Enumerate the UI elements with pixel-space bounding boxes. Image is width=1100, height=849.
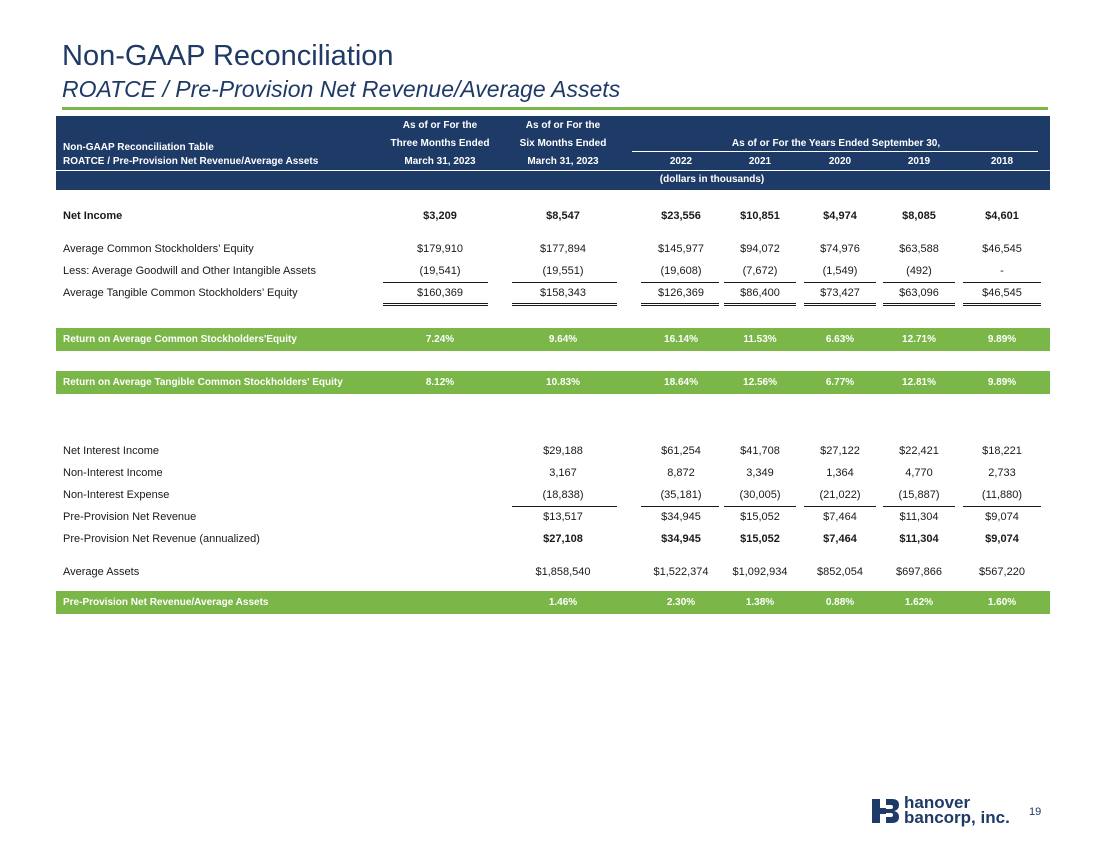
cell-three-months: 8.12% bbox=[425, 377, 455, 388]
cell-2018: 2,733 bbox=[988, 467, 1016, 479]
cell-2018: 1.60% bbox=[987, 597, 1017, 608]
cell-2021: $86,400 bbox=[740, 287, 780, 299]
table-header bbox=[56, 116, 1050, 190]
row-label: Less: Average Goodwill and Other Intangible Assets bbox=[63, 265, 316, 277]
cell-2018: $46,545 bbox=[982, 243, 1022, 255]
double-underline bbox=[724, 303, 796, 306]
cell-2019: (15,887) bbox=[898, 489, 940, 501]
cell-2021: $41,708 bbox=[740, 445, 780, 457]
header-three-months-l1: As of or For the bbox=[402, 120, 478, 131]
header-six-months-l2: Six Months Ended bbox=[519, 138, 607, 149]
cell-2018: $9,074 bbox=[985, 533, 1019, 545]
header-six-months-l3: March 31, 2023 bbox=[527, 156, 599, 167]
cell-2022: 8,872 bbox=[667, 467, 695, 479]
cell-2019: $22,421 bbox=[899, 445, 939, 457]
underline bbox=[383, 282, 488, 283]
cell-2022: $34,945 bbox=[661, 511, 701, 523]
cell-2018: 9.89% bbox=[987, 377, 1017, 388]
header-bottom-rule bbox=[56, 170, 1050, 171]
underline bbox=[724, 506, 796, 507]
header-three-months-l2: Three Months Ended bbox=[390, 138, 490, 149]
cell-2019: $11,304 bbox=[899, 511, 939, 523]
cell-2020: 6.77% bbox=[825, 377, 855, 388]
header-year-2021: 2021 bbox=[748, 156, 772, 167]
cell-six-months: 9.64% bbox=[548, 334, 578, 345]
underline bbox=[641, 506, 719, 507]
cell-2022: 18.64% bbox=[664, 377, 698, 388]
logo-text-bancorp: bancorp, bbox=[904, 808, 976, 827]
cell-2019: $8,085 bbox=[902, 210, 936, 222]
cell-2020: 6.63% bbox=[825, 334, 855, 345]
underline bbox=[804, 506, 876, 507]
cell-six-months: $1,858,540 bbox=[535, 566, 591, 578]
underline bbox=[804, 282, 876, 283]
cell-2020: $7,464 bbox=[823, 533, 857, 545]
underline bbox=[963, 506, 1041, 507]
table-row-average-assets bbox=[56, 564, 1050, 580]
cell-2021: $10,851 bbox=[740, 210, 780, 222]
header-year-2019: 2019 bbox=[907, 156, 931, 167]
table-row-ppnr-average-assets bbox=[56, 591, 1050, 614]
cell-three-months: (19,541) bbox=[419, 265, 461, 277]
header-years-title: As of or For the Years Ended September 30, bbox=[731, 138, 941, 149]
row-label: Non-Interest Income bbox=[63, 467, 163, 479]
cell-2020: $74,976 bbox=[820, 243, 860, 255]
row-label: Non-Interest Expense bbox=[63, 489, 170, 501]
logo-text-inc: inc. bbox=[975, 808, 1010, 827]
cell-2018: $567,220 bbox=[979, 566, 1025, 578]
table-row-net-income bbox=[56, 208, 1050, 224]
cell-2021: 12.56% bbox=[743, 377, 777, 388]
table-row-average-tangible-equity bbox=[56, 285, 1050, 301]
header-units: (dollars in thousands) bbox=[659, 174, 765, 185]
table-row-non-interest-expense bbox=[56, 487, 1050, 503]
cell-three-months: $179,910 bbox=[417, 243, 463, 255]
cell-2020: $27,122 bbox=[820, 445, 860, 457]
cell-2019: $697,866 bbox=[896, 566, 942, 578]
row-label: Average Assets bbox=[63, 566, 140, 578]
cell-2022: $145,977 bbox=[658, 243, 704, 255]
cell-2022: $61,254 bbox=[661, 445, 701, 457]
cell-2018: (11,880) bbox=[981, 489, 1023, 501]
cell-2019: $11,304 bbox=[899, 533, 939, 545]
cell-six-months: $158,343 bbox=[540, 287, 586, 299]
cell-2019: $63,588 bbox=[899, 243, 939, 255]
double-underline bbox=[641, 303, 719, 306]
cell-six-months: $27,108 bbox=[543, 533, 583, 545]
cell-six-months: $13,517 bbox=[543, 511, 583, 523]
table-row-ppnr bbox=[56, 509, 1050, 525]
logo-text-line2 bbox=[904, 809, 1010, 827]
cell-2018: $4,601 bbox=[985, 210, 1019, 222]
cell-2022: (19,608) bbox=[660, 265, 702, 277]
cell-2021: (7,672) bbox=[742, 265, 778, 277]
cell-2019: $63,096 bbox=[899, 287, 939, 299]
cell-2019: 4,770 bbox=[905, 467, 933, 479]
cell-2021: (30,005) bbox=[739, 489, 781, 501]
row-label: Return on Average Tangible Common Stockholders' Equity bbox=[63, 377, 343, 388]
cell-2018: $18,221 bbox=[982, 445, 1022, 457]
row-label: Pre-Provision Net Revenue bbox=[63, 511, 197, 523]
cell-2020: 1,364 bbox=[826, 467, 854, 479]
header-label-name: ROATCE / Pre-Provision Net Revenue/Average Assets bbox=[63, 156, 319, 167]
cell-2019: (492) bbox=[906, 265, 932, 277]
cell-2018: 9.89% bbox=[987, 334, 1017, 345]
cell-six-months: 1.46% bbox=[548, 597, 578, 608]
table-row-net-interest-income bbox=[56, 443, 1050, 459]
cell-2022: 16.14% bbox=[664, 334, 698, 345]
cell-2019: 12.71% bbox=[902, 334, 936, 345]
cell-three-months: $3,209 bbox=[423, 210, 457, 222]
table-row-average-equity bbox=[56, 241, 1050, 257]
table-row-non-interest-income bbox=[56, 465, 1050, 481]
underline bbox=[512, 282, 617, 283]
cell-2020: $73,427 bbox=[820, 287, 860, 299]
cell-2019: 1.62% bbox=[904, 597, 934, 608]
row-label: Return on Average Common Stockholders'Equity bbox=[63, 334, 297, 345]
row-label: Net Income bbox=[63, 210, 123, 222]
table-row-roatce bbox=[56, 371, 1050, 394]
cell-2021: $94,072 bbox=[740, 243, 780, 255]
cell-2018: - bbox=[1000, 265, 1004, 277]
double-underline bbox=[512, 303, 617, 306]
underline bbox=[883, 506, 955, 507]
double-underline bbox=[883, 303, 955, 306]
table-row-roace bbox=[56, 328, 1050, 351]
cell-2022: (35,181) bbox=[660, 489, 702, 501]
cell-six-months: $8,547 bbox=[546, 210, 580, 222]
cell-2021: 11.53% bbox=[743, 334, 777, 345]
header-six-months-l1: As of or For the bbox=[525, 120, 601, 131]
cell-six-months: 3,167 bbox=[549, 467, 577, 479]
row-label: Average Common Stockholders’ Equity bbox=[63, 243, 254, 255]
cell-three-months: 7.24% bbox=[425, 334, 455, 345]
cell-2020: $7,464 bbox=[823, 511, 857, 523]
cell-2018: $46,545 bbox=[982, 287, 1022, 299]
table-row-ppnr-annualized bbox=[56, 531, 1050, 547]
title-rule bbox=[62, 107, 1048, 110]
cell-six-months: $29,188 bbox=[543, 445, 583, 457]
cell-six-months: (19,551) bbox=[542, 265, 584, 277]
cell-2020: (21,022) bbox=[819, 489, 861, 501]
hanover-logo-icon bbox=[872, 797, 900, 825]
cell-2022: $34,945 bbox=[661, 533, 701, 545]
header-year-2022: 2022 bbox=[669, 156, 693, 167]
double-underline bbox=[804, 303, 876, 306]
underline bbox=[724, 282, 796, 283]
underline bbox=[883, 282, 955, 283]
header-label-table: Non-GAAP Reconciliation Table bbox=[63, 142, 214, 153]
cell-2021: 1.38% bbox=[745, 597, 775, 608]
underline bbox=[641, 282, 719, 283]
logo-text-line1: hanover bbox=[904, 793, 971, 812]
cell-six-months: (18,838) bbox=[542, 489, 584, 501]
header-year-2020: 2020 bbox=[828, 156, 852, 167]
cell-2018: $9,074 bbox=[985, 511, 1019, 523]
header-year-2018: 2018 bbox=[990, 156, 1014, 167]
cell-2021: 3,349 bbox=[746, 467, 774, 479]
table-row-less-goodwill bbox=[56, 263, 1050, 279]
row-label: Pre-Provision Net Revenue (annualized) bbox=[63, 533, 260, 545]
page-number: 19 bbox=[1029, 806, 1042, 818]
cell-2022: $23,556 bbox=[661, 210, 701, 222]
cell-2021: $15,052 bbox=[740, 511, 780, 523]
header-three-months-l3: March 31, 2023 bbox=[404, 156, 476, 167]
slide-subtitle: ROATCE / Pre-Provision Net Revenue/Average Assets bbox=[62, 76, 621, 102]
row-label: Average Tangible Common Stockholders’ Equity bbox=[63, 287, 298, 299]
cell-2019: 12.81% bbox=[902, 377, 936, 388]
cell-six-months: $177,894 bbox=[540, 243, 586, 255]
slide-title: Non-GAAP Reconciliation bbox=[62, 40, 394, 72]
cell-2020: (1,549) bbox=[822, 265, 858, 277]
cell-2021: $15,052 bbox=[740, 533, 780, 545]
cell-three-months: $160,369 bbox=[417, 287, 463, 299]
underline bbox=[963, 282, 1041, 283]
cell-six-months: 10.83% bbox=[546, 377, 580, 388]
cell-2021: $1,092,934 bbox=[732, 566, 788, 578]
cell-2022: $1,522,374 bbox=[653, 566, 709, 578]
company-logo bbox=[872, 793, 1022, 827]
cell-2020: $852,054 bbox=[817, 566, 863, 578]
row-label: Net Interest Income bbox=[63, 445, 159, 457]
cell-2022: $126,369 bbox=[658, 287, 704, 299]
header-years-rule bbox=[632, 151, 1038, 152]
cell-2022: 2.30% bbox=[666, 597, 696, 608]
double-underline bbox=[963, 303, 1041, 306]
row-label: Pre-Provision Net Revenue/Average Assets bbox=[63, 597, 269, 608]
double-underline bbox=[383, 303, 488, 306]
underline bbox=[512, 506, 617, 507]
cell-2020: 0.88% bbox=[825, 597, 855, 608]
cell-2020: $4,974 bbox=[823, 210, 857, 222]
